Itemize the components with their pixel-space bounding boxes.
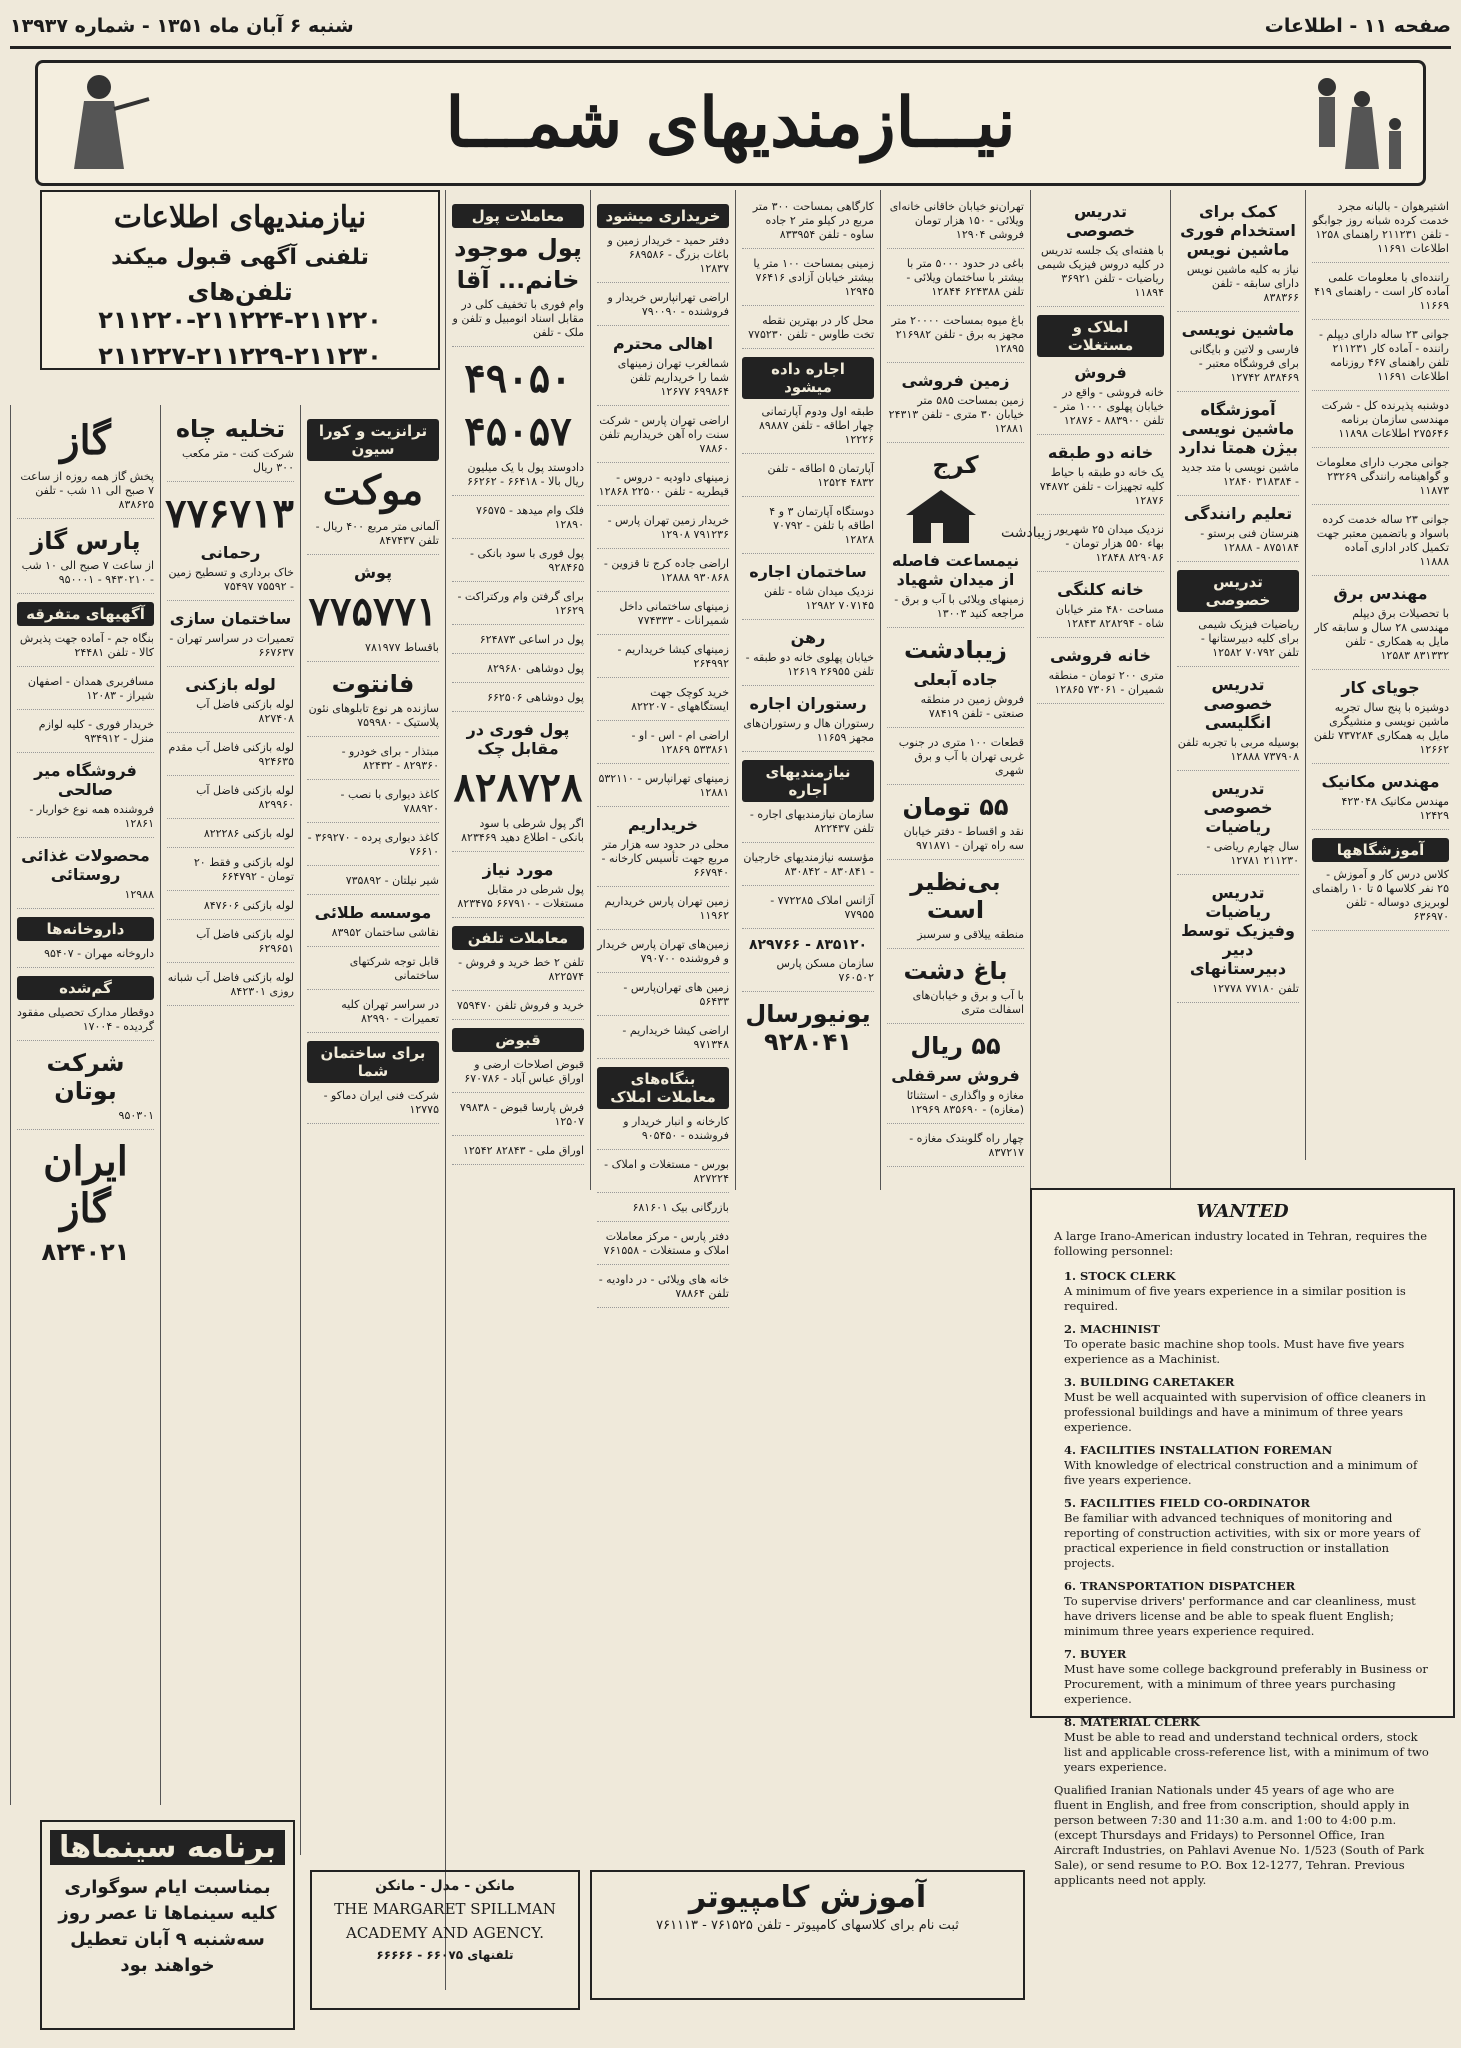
ad-item: محل کار در بهترین نقطه تخت طاوس - تلفن ۷۷۵۲۳۰ — [742, 314, 874, 349]
cinema-body: بمناسبت ایام سوگواری کلیه سینماها تا عصر روز سه‌شنبه ۹ آبان تعطیل خواهند بود — [58, 1877, 277, 1976]
ad-item: داروخانه مهران - ۹۵۴۰۷ — [17, 947, 154, 968]
ad-item: کلاس درس کار و آموزش - ۲۵ نفر کلاسها ۵ تا ۱۰ راهنمای لوبریزی دوساله - تلفن ۶۳۶۹۷۰ — [1312, 868, 1449, 931]
ad-item: لوله بازکنی ۸۲۲۲۸۶ — [167, 827, 294, 848]
ad-item: زمینهای کیشا خریداریم - ۲۶۴۹۹۲ — [597, 643, 729, 678]
ad-item: اشتیرهوان - بالبانه مجرد خدمت کرده شبانه روز جوابگو - تلفن ۲۱۱۲۳۱ راهنمای ۱۲۵۸ اطلاعات ۱۱۶۹۱ — [1312, 200, 1449, 263]
section-heading: گم‌شده — [17, 976, 154, 1000]
phone-number: ۸۲۴۰۲۱ — [41, 1238, 130, 1266]
ad-item: پول فوری با سود بانکی - ۹۲۸۴۶۵ — [452, 547, 584, 582]
ad-heading: خانه کلنگی — [1057, 580, 1144, 599]
ad-item: وام فوری با تخفیف کلی در مقابل اسناد انومبیل و تلفن و ملک - تلفن — [452, 298, 584, 347]
position-title: 2. MACHINIST — [1064, 1322, 1160, 1336]
wanted-position — [1064, 1269, 1431, 1314]
ad-heading: ماشین نویسی — [1181, 320, 1295, 339]
ad-heading: پوش — [353, 563, 393, 582]
ad-item: قابل توجه شرکتهای ساختمانی — [307, 955, 439, 990]
ad-item: نزدیک میدان ۲۵ شهریور بهاء ۵۵۰ هزار تومان - ۸۲۹۰۸۶ ۱۲۸۴۸ — [1037, 523, 1164, 572]
ad-item: اگر پول شرطی با سود بانکی - اطلاع دهید ۸۲۳۴۶۹ — [452, 817, 584, 852]
ad-item: زمینهای ویلائی با آب و برق - مراجعه کنید ۱۳۰۰۳ — [887, 593, 1024, 628]
box-phones-2: ۲۱۱۲۲۷-۲۱۱۲۲۹-۲۱۱۲۳۰ — [98, 342, 382, 370]
banner-title: نیـــازمندیهای شمـــا — [445, 83, 1016, 163]
ad-item: دوستگاه آپارتمان ۳ و ۴ اطاقه با تلفن - ۷۰۷۹۲ ۱۲۸۲۸ — [742, 505, 874, 554]
ad-item: بازرگانی بیک ۶۸۱۶۰۱ — [597, 1201, 729, 1222]
ad-item: آلمانی متر مربع ۴۰۰ ریال - تلفن ۸۴۷۴۳۷ — [307, 520, 439, 555]
phone-number: ۴۵۰۵۷ — [464, 408, 572, 455]
ad-heading: نیمساعت فاصله از میدان شهیاد — [891, 551, 1020, 589]
ad-item: ۹۵۰۳۰۱ — [17, 1109, 154, 1130]
ad-heading: پول فوری در مقابل چک — [466, 720, 570, 758]
ad-item: مسافربری همدان - اصفهان شیراز - ۱۲۰۸۳ — [17, 675, 154, 710]
ad-heading: کمک برای استخدام فوری ماشین نویس — [1180, 202, 1296, 259]
position-body: Must have some college background preferably in Business or Procurement, with a minimum of three years purchasing experience. — [1064, 1662, 1428, 1706]
page-number-label: صفحه ۱۱ - اطلاعات — [1264, 15, 1451, 37]
ad-item: قبوض اصلاحات ارضی و اوراق عباس آباد - ۶۷۰۷۸۶ — [452, 1058, 584, 1093]
ad-heading: تدریس ریاضیات وفیزیک توسط دبیر دبیرستانهای — [1181, 883, 1295, 978]
ad-heading: رهن — [790, 628, 826, 647]
section-heading: تدریس خصوصی — [1177, 570, 1299, 612]
ad-heading: پول موجود — [454, 234, 582, 262]
wanted-position — [1064, 1375, 1431, 1435]
section-heading: برای ساختمان شما — [307, 1041, 439, 1083]
column-1 — [1305, 190, 1455, 1160]
ad-item: طبقه اول ودوم آپارتمانی چهار اطاقه - تلفن ۸۹۸۸۷ ۱۲۲۲۶ — [742, 405, 874, 454]
ad-item: اوراق ملی - ۸۲۸۴۳ ۱۲۵۴۲ — [452, 1144, 584, 1165]
ad-item: تلفن ۷۷۱۸۰ ۱۲۷۷۸ — [1177, 982, 1299, 1003]
ad-item: اراضی تهران پارس - شرکت سنت راه آهن خریداریم تلفن ۷۸۸۶۰ — [597, 414, 729, 463]
spillman-fa-title: مانکن - مدل - مانکن — [375, 1878, 515, 1894]
ad-heading: گاز — [60, 417, 111, 464]
ad-heading: شرکت بوتان — [46, 1049, 125, 1105]
ad-item: کاغذ دیواری پرده - ۳۶۹۲۷۰ - ۷۶۶۱۰ — [307, 831, 439, 866]
ad-item: دفتر حمید - خریدار زمین و باغات بزرگ - ۶۸۹۵۸۶ ۱۲۸۳۷ — [597, 234, 729, 283]
ad-heading: جویای کار — [1341, 678, 1420, 697]
ad-heading: مورد نیاز — [482, 860, 554, 879]
phone-number: ۴۹۰۵۰ — [464, 355, 572, 402]
ad-item: جوانی ۲۳ ساله دارای دیپلم - راننده - آماده کار ۲۱۱۲۳۱ تلفن راهنمای ۴۶۷ روزنامه اطلاعات ۱۱۶۹۱ — [1312, 328, 1449, 391]
position-body: A minimum of five years experience in a similar position is required. — [1064, 1284, 1406, 1313]
computer-ad-title: آموزش کامپیوتر — [688, 1880, 927, 1915]
position-title: 5. FACILITIES FIELD CO-ORDINATOR — [1064, 1496, 1311, 1510]
ad-item: دوقطار مدارک تحصیلی مفقود گردیده - ۱۷۰۰۴ — [17, 1006, 154, 1041]
ad-item: شمالغرب تهران زمینهای شما را خریداریم تلفن ۶۹۹۸۶۴ ۱۲۶۷۷ — [597, 357, 729, 406]
ad-heading: خانه فروشی — [1049, 646, 1152, 665]
column-6 — [590, 190, 735, 1300]
position-body: With knowledge of electrical construction and a minimum of five years experience. — [1064, 1458, 1418, 1487]
ad-item: لوله بازکنی ۸۴۷۶۰۶ — [167, 899, 294, 920]
computer-ad-body: ثبت نام برای کلاسهای کامپیوتر - تلفن ۷۶۱۵۲۵ - ۷۶۱۱۱۳ — [656, 1918, 959, 1933]
ad-heading: کرج — [932, 451, 979, 479]
column-2 — [1170, 190, 1305, 1190]
wanted-footer: Qualified Iranian Nationals under 45 years of age who are fluent in English, and free from conscription, should apply in person between 7:30 and 11:30 a.m. and 1:00 to 4:00 p.m. (except Thursdays and Fridays) to Personnel Office, Iran Aircraft Industries, on Pahlavi Avenue No. 1/523 (South of Park Sale), or send resume to P.O. Box 12-1277, Tehran. Previous applicants need not apply. — [1054, 1783, 1425, 1887]
cinema-notice — [40, 1820, 295, 2030]
wanted-title: WANTED — [1196, 1201, 1289, 1222]
ad-item: آژانس املاک ۷۷۲۲۸۵ - ۷۷۹۵۵ — [742, 894, 874, 929]
ad-item: لوله بازکنی و فقط ۲۰ تومان - ۶۶۴۷۹۲ — [167, 856, 294, 891]
ad-item: تهران‌نو خیابان خاقانی خانه‌ای ویلائی - ۱۵۰ هزار تومان فروشی ۱۲۹۰۴ — [887, 200, 1024, 249]
spillman-academy-ad — [310, 1870, 580, 2010]
ad-item: تعمیرات در سراسر تهران - ۶۶۷۶۳۷ — [167, 632, 294, 667]
section-heading: اجاره داده میشود — [742, 357, 874, 399]
ad-item: اراضی کیشا خریداریم - ۹۷۱۳۴۸ — [597, 1024, 729, 1059]
ad-heading: زیبادشت — [904, 636, 1007, 664]
ad-heading: فروشگاه میر صالحی — [34, 761, 137, 799]
ad-item: لوله بازکنی فاضل آب مقدم ۹۲۴۶۳۵ — [167, 741, 294, 776]
position-title: 8. MATERIAL CLERK — [1064, 1715, 1200, 1729]
ad-item: باغی در حدود ۵۰۰۰ متر با بیشتر با ساختمان ویلائی - تلفن ۶۲۴۳۸۸ ۱۲۸۴۴ — [887, 257, 1024, 306]
ad-item: مغازه و واگذاری - استثنائا (مغازه) - ۸۳۵۶۹۰ ۱۲۹۶۹ — [887, 1089, 1024, 1124]
spillman-en-line-1: THE MARGARET SPILLMAN — [334, 1900, 556, 1918]
section-heading: معاملات تلفن — [452, 926, 584, 950]
ad-heading: موکت — [322, 467, 424, 514]
ad-item: نزدیک میدان شاه - تلفن ۷۰۷۱۴۵ ۱۲۹۸۲ — [742, 585, 874, 620]
ad-heading: ایران گاز — [43, 1138, 128, 1232]
section-banner — [35, 60, 1426, 186]
ad-item: خرید و فروش تلفن ۷۵۹۴۷۰ — [452, 999, 584, 1020]
wanted-english-ad — [1030, 1188, 1455, 1887]
ad-item: خاک برداری و تسطیح زمین - ۷۵۵۹۲ ۷۵۴۹۷ — [167, 566, 294, 601]
ad-item: کاغذ دیواری با نصب - ۷۸۸۹۲۰ — [307, 788, 439, 823]
house-logo-icon — [901, 485, 1052, 545]
wanted-position — [1064, 1647, 1431, 1707]
ad-item: زمین تهران پارس خریداریم ۱۱۹۶۲ — [597, 895, 729, 930]
ad-item: دفتر پارس - مرکز معاملات املاک و مستغلات - ۷۶۱۵۵۸ — [597, 1230, 729, 1265]
phone-number: ۷۷۶۷۱۳ — [165, 490, 294, 537]
ad-heading: خانم... آقا — [456, 266, 580, 294]
ad-item: با آب و برق و خیابان‌های اسفالت متری — [887, 989, 1024, 1024]
ad-item: مبتذار - برای خودرو - ۸۲۹۳۶۰ - ۸۲۴۳۲ — [307, 745, 439, 780]
position-title: 4. FACILITIES INSTALLATION FOREMAN — [1064, 1443, 1333, 1457]
spillman-phone: تلفنهای ۶۶۰۷۵ - ۶۶۶۶۶ — [376, 1948, 514, 1962]
ad-item: راننده‌ای با معلومات علمی آماده کار است - راهنمای ۴۱۹ ۱۱۶۶۹ — [1312, 271, 1449, 320]
box-subtitle: تلفنی آگهی قبول میکند — [111, 245, 369, 270]
ad-item: خانه های ویلائی - در داودیه - تلفن ۷۸۸۶۴ — [597, 1273, 729, 1308]
ad-item: زمینهای ساختمانی داخل شمیرانات - ۷۷۴۳۳۳ — [597, 600, 729, 635]
section-heading: ترانزیت و کورا سیون — [307, 419, 439, 461]
ad-item: بوسیله مربی با تجربه تلفن ۷۳۷۹۰۸ ۱۲۸۸۸ — [1177, 736, 1299, 771]
ad-item: خریدار فوری - کلیه لوازم منزل - ۹۳۴۹۱۲ — [17, 718, 154, 753]
ad-item: ۱۲۹۸۸ — [17, 888, 154, 909]
ad-heading: موسسه طلائی — [314, 903, 432, 922]
ad-heading: محصولات غذائی روستائی — [21, 846, 150, 884]
section-heading: قبوض — [452, 1028, 584, 1052]
ad-heading: مهندس برق — [1333, 584, 1428, 603]
ad-item: مهندس مکانیک ۴۲۳۰۴۸ ۱۲۴۲۹ — [1312, 795, 1449, 830]
ad-item: اراضی تهرانپارس خریدار و فروشنده - ۷۹۰۰۹۰ — [597, 291, 729, 326]
ad-item: باغ میوه بمساحت ۲۰۰۰۰ متر مجهز به برق - تلفن ۲۱۶۹۸۲ ۱۲۸۹۵ — [887, 314, 1024, 363]
section-heading: آموزشگاهها — [1312, 838, 1449, 862]
ad-item: آپارتمان ۵ اطاقه - تلفن ۴۸۳۲ ۱۲۵۲۴ — [742, 462, 874, 497]
ad-heading: پارس گاز — [30, 527, 141, 555]
position-title: 1. STOCK CLERK — [1064, 1269, 1176, 1283]
ad-item: جوانی مجرب دارای معلومات و گواهینامه رانندگی ۲۳۲۶۹ ۱۱۸۷۳ — [1312, 456, 1449, 505]
ad-item: ماشین نویسی با متد جدید - ۳۱۸۳۸۴ ۱۲۸۴۰ — [1177, 461, 1299, 496]
ad-item: رستوران هال و رستوران‌های مجهز ۱۱۶۵۹ — [742, 717, 874, 752]
ad-heading: تدریس خصوصی — [1066, 202, 1135, 240]
ad-item: دوشنبه پذیرنده کل - شرکت مهندسی سازمان برنامه ۲۷۵۶۴۶ اطلاعات ۱۱۸۹۸ — [1312, 399, 1449, 448]
position-body: Must be well acquainted with supervision of office cleaners in professional buildings and have a minimum of three years experience. — [1064, 1390, 1426, 1434]
ad-item: فروشنده همه نوع خواربار - ۱۲۸۶۱ — [17, 803, 154, 838]
ad-item: با تحصیلات برق دیپلم مهندسی ۲۸ سال و سابقه کار مایل به همکاری - تلفن ۸۳۱۳۳۲ ۱۲۵۸۳ — [1312, 607, 1449, 670]
section-heading: املاک و مستغلات — [1037, 315, 1164, 357]
position-title: 7. BUYER — [1064, 1647, 1127, 1661]
section-heading: آگهیهای متفرقه — [17, 602, 154, 626]
ad-heading: تدریس خصوصی ریاضیات — [1203, 779, 1273, 836]
box-title: نیازمندیهای اطلاعات — [113, 200, 367, 235]
ad-heading: رستوران اجاره — [749, 694, 867, 713]
ad-item: فارسی و لاتین و بایگانی برای فروشگاه معتبر - ۸۳۸۴۶۹ ۱۲۷۴۲ — [1177, 343, 1299, 392]
ad-item: پخش گاز همه روزه از ساعت ۷ صبح الی ۱۱ شب - تلفن ۸۳۸۶۲۵ — [17, 470, 154, 519]
woman-figure-illustration — [44, 69, 164, 177]
ad-item: با هفته‌ای یک جلسه تدریس در کلیه دروس فیزیک شیمی ریاضیات - تلفن ۳۶۹۲۱ ۱۱۸۹۴ — [1037, 244, 1164, 307]
column-10 — [10, 405, 160, 1805]
ad-item: نقاشی ساختمان ۸۳۹۵۲ — [307, 926, 439, 947]
ad-item: باقساط ۷۸۱۹۷۷ — [307, 641, 439, 662]
issue-date-label: شنبه ۶ آبان ماه ۱۳۵۱ - شماره ۱۳۹۳۷ — [10, 15, 354, 37]
cinema-title: برنامه سینماها — [50, 1830, 285, 1865]
section-heading: معاملات پول — [452, 204, 584, 228]
ad-heading: ساختمان سازی — [169, 609, 292, 628]
column-7 — [445, 190, 590, 1990]
ad-item: بنگاه جم - آماده جهت پذیرش کالا - تلفن ۲۴۴۸۱ — [17, 632, 154, 667]
wanted-position — [1064, 1496, 1431, 1571]
family-figures-illustration — [1297, 69, 1417, 177]
ad-heading: خانه دو طبقه — [1047, 443, 1154, 462]
column-3 — [1030, 190, 1170, 1190]
ad-item: سازنده هر نوع تابلوهای نئون پلاستیک - ۷۵۹۹۸۰ — [307, 702, 439, 737]
ad-item: دادوستد پول با یک میلیون ریال بالا - ۶۶۴۱۸ - ۶۶۲۶۲ — [452, 461, 584, 496]
ad-heading: تعلیم رانندگی — [1183, 504, 1293, 523]
wanted-positions-list — [1054, 1269, 1431, 1775]
ad-heading: جاده آبعلی — [913, 670, 998, 689]
ad-item: برای گرفتن وام ورکتراکت - ۱۲۶۲۹ — [452, 590, 584, 625]
ad-item: مساحت ۴۸۰ متر خیابان شاه - ۸۲۸۲۹۴ ۱۲۸۴۳ — [1037, 603, 1164, 638]
ad-heading: آموزشگاه ماشین نویسی بیژن همتا ندارد — [1178, 400, 1298, 457]
position-body: To supervise drivers' performance and car cleanliness, must have drivers license and be able to speak fluent English; minimum three years experience required. — [1064, 1594, 1416, 1638]
ad-item: لوله بازکنی فاضل آب ۸۲۷۴۰۸ — [167, 698, 294, 733]
column-4 — [880, 190, 1052, 1190]
ad-item: فرش پارسا قبوض - ۷۹۸۳۸ ۱۲۵۰۷ — [452, 1101, 584, 1136]
ad-item: ریاضیات فیزیک شیمی برای کلیه دبیرستانها - تلفن ۷۰۷۹۲ ۱۲۵۸۲ — [1177, 618, 1299, 667]
ad-item: تلفن ۲ خط خرید و فروش - ۸۲۲۵۷۴ — [452, 956, 584, 991]
ad-item: زمین‌های تهران پارس خریدار و فروشنده ۷۹۰۷۰۰ — [597, 938, 729, 973]
ad-heading: زمین فروشی — [901, 371, 1010, 390]
ettelaat-classifieds-box — [40, 190, 440, 370]
ad-item: خریدار زمین تهران پارس - ۷۹۱۲۳۶ ۱۲۹۰۸ — [597, 514, 729, 549]
ad-heading: لوله بازکنی — [185, 675, 276, 694]
ad-heading: تخلیه چاه — [175, 415, 286, 443]
ad-item: زمین بمساحت ۵۸۵ متر خیابان ۳۰ متری - تلفن ۲۴۳۱۳ ۱۲۸۸۱ — [887, 394, 1024, 443]
ad-item: دوشیزه با پنج سال تجربه ماشین نویسی و منشیگری مایل به همکاری ۷۳۷۲۸۴ تلفن ۱۲۶۶۲ — [1312, 701, 1449, 764]
logo-text: زیبادشت — [1000, 525, 1052, 541]
ad-item: نقد و اقساط - دفتر خیابان سه راه تهران - ۹۷۱۸۷۱ — [887, 825, 1024, 860]
ad-item: سازمان نیازمندیهای اجاره - تلفن ۸۲۲۴۳۷ — [742, 808, 874, 843]
ad-item: پول دوشاهی ۸۲۹۶۸۰ — [452, 662, 584, 683]
phone-number: ۷۷۵۷۷۱ — [308, 588, 438, 635]
ad-item: بورس - مستغلات و املاک - ۸۲۷۲۲۴ — [597, 1158, 729, 1193]
price-label: ۵۵ تومان — [902, 793, 1009, 821]
ad-heading: ساختمان اجاره — [749, 562, 867, 581]
phone-number: ۸۲۸۷۲۸ — [453, 764, 583, 811]
ad-heading: فانتوت — [331, 670, 415, 698]
ad-item: هنرستان فنی برستو - ۸۷۵۱۸۴ - ۱۲۸۸۸ — [1177, 527, 1299, 562]
ad-item: سازمان مسکن پارس ۷۶۰۵۰۲ — [742, 957, 874, 992]
ad-item: یک خانه دو طبقه با حیاط کلیه تجهیزات - تلفن ۷۴۸۷۲ ۱۲۸۷۶ — [1037, 466, 1164, 515]
ad-item: منطقه ییلاقی و سرسبز — [887, 928, 1024, 949]
ad-item: فروش زمین در منطقه صنعتی - تلفن ۷۸۴۱۹ — [887, 693, 1024, 728]
wanted-position — [1064, 1715, 1431, 1775]
ad-item: زمینهای داودیه - دروس - قیطریه - تلفن ۲۲۵۰۰ ۱۲۸۶۸ — [597, 471, 729, 506]
ad-item: در سراسر تهران کلیه تعمیرات - ۸۲۹۹۰ — [307, 998, 439, 1033]
ad-item: جوانی ۲۳ ساله خدمت کرده باسواد و باتضمین معتبر جهت تکمیل کادر اداری آماده ۱۱۸۸۸ — [1312, 513, 1449, 576]
ad-item: شرکت فنی ایران دماکو - ۱۲۷۷۵ — [307, 1089, 439, 1124]
ad-item: کارگاهی بمساحت ۳۰۰ متر مربع در کیلو متر ۲ جاده ساوه - تلفن ۸۳۳۹۵۴ — [742, 200, 874, 249]
price-label: ۵۵ ریال — [910, 1032, 1001, 1060]
ad-item: پول شرطی در مقابل مستغلات - ۶۶۷۹۱۰ ۸۲۳۴۷۵ — [452, 883, 584, 918]
ad-item: پول دوشاهی ۶۶۲۵۰۶ — [452, 691, 584, 712]
ad-item: زمینی بمساحت ۱۰۰ متر یا بیشتر خیابان آزادی ۷۶۴۱۶ ۱۲۹۴۵ — [742, 257, 874, 306]
page-header — [10, 6, 1451, 49]
section-heading: داروخانه‌ها — [17, 917, 154, 941]
ad-item: سال چهارم ریاضی - ۲۱۱۲۳۰ ۱۲۷۸۱ — [1177, 840, 1299, 875]
ad-item: پول در اساعی ۶۲۴۸۷۳ — [452, 633, 584, 654]
computer-training-ad — [590, 1870, 1025, 2000]
ad-item: لوله بازکنی فاضل آب ۶۲۹۶۵۱ — [167, 928, 294, 963]
ad-item: اراضی ام - اس - او - ۵۳۳۸۶۱ ۱۲۸۶۹ — [597, 729, 729, 764]
ad-heading: تدریس خصوصی انگلیسی — [1203, 675, 1273, 732]
position-body: Be familiar with advanced techniques of monitoring and reporting of construction activities, with six or more years of practical experience in field construction or installation projects. — [1064, 1511, 1420, 1570]
ad-item: مؤسسه نیازمندیهای خارجیان - ۸۳۰۸۴۱ - ۸۳۰۸۴۲ — [742, 851, 874, 886]
ad-heading: باغ دشت — [903, 957, 1008, 985]
ad-item: متری ۲۰۰ تومان - منطقه شمیران - ۷۳۰۶۱ ۱۲۸۶۵ — [1037, 669, 1164, 704]
box-phones-1: تلفن‌های ۲۱۱۲۲۰-۲۱۱۲۲۴-۲۱۱۲۲۰ — [98, 278, 382, 334]
ad-item: لوله بازکنی فاضل آب شبانه روزی ۸۴۲۳۰۱ — [167, 971, 294, 1006]
ad-item: از ساعت ۷ صبح الی ۱۰ شب - ۹۴۳۰۲۱۰ - ۹۵۰۰۰۱ — [17, 559, 154, 594]
ad-heading: یونیورسال ۹۲۸۰۴۱ — [745, 1000, 871, 1056]
ad-item: قطعات ۱۰۰ متری در جنوب غربی تهران با آب و برق شهری — [887, 736, 1024, 785]
ad-item: شرکت کنت - متر مکعب ۳۰۰ ریال — [167, 447, 294, 482]
wanted-position — [1064, 1322, 1431, 1367]
ad-heading: اهالی محترم — [613, 334, 713, 353]
ad-heading: رحمانی — [200, 543, 261, 562]
wanted-position — [1064, 1443, 1431, 1488]
ad-item: اراضی جاده کرج تا قزوین - ۹۳۰۸۶۸ ۱۲۸۸۸ — [597, 557, 729, 592]
position-title: 3. BUILDING CARETAKER — [1064, 1375, 1235, 1389]
column-9 — [160, 405, 300, 1805]
ad-item: زمین های تهران‌پارس - ۵۶۴۳۳ — [597, 981, 729, 1016]
position-body: Must be able to read and understand technical orders, stock list and applicable cross-reference list, with a minimum of two years experience. — [1064, 1730, 1429, 1774]
ad-heading: بی‌نظیر است — [910, 868, 1001, 924]
wanted-intro: A large Irano-American industry located in Tehran, requires the following personnel: — [1054, 1229, 1428, 1258]
spillman-en-line-2: ACADEMY AND AGENCY. — [345, 1924, 544, 1942]
section-heading: خریداری میشود — [597, 204, 729, 228]
section-heading: نیازمندیهای اجاره — [742, 760, 874, 802]
column-5 — [735, 190, 880, 1190]
ad-item: شیر نیلتان - ۷۳۵۸۹۲ — [307, 874, 439, 895]
ad-heading: خریداریم — [628, 815, 698, 834]
ad-item: کارخانه و انبار خریدار و فروشنده - ۹۰۵۴۵۰ — [597, 1115, 729, 1150]
ad-item: لوله بازکنی فاضل آب ۸۲۹۹۶۰ — [167, 784, 294, 819]
ad-item: فلک وام میدهد - ۷۶۵۷۵ ۱۲۸۹۰ — [452, 504, 584, 539]
ad-item: خانه فروشی - واقع در خیابان پهلوی ۱۰۰۰ متر - تلفن ۸۸۳۹۰۰ - ۱۲۸۷۶ — [1037, 386, 1164, 435]
ad-heading: فروش — [1074, 363, 1127, 382]
ad-item: چهار راه گلوبندک مغازه - ۸۳۷۲۱۷ — [887, 1132, 1024, 1167]
ad-item: خیابان پهلوی خانه دو طبقه - تلفن ۲۶۹۵۵ ۱۲۶۱۹ — [742, 651, 874, 686]
position-title: 6. TRANSPORTATION DISPATCHER — [1064, 1579, 1296, 1593]
phone-number: ۸۳۵۱۲۰ - ۸۲۹۷۶۶ — [748, 937, 868, 953]
ad-heading: فروش سرقفلی — [891, 1066, 1020, 1085]
ad-item: محلی در حدود سه هزار متر مربع جهت تأسیس کارخانه - ۶۶۷۹۴۰ — [597, 838, 729, 887]
ad-heading: مهندس مکانیک — [1321, 772, 1440, 791]
position-body: To operate basic machine shop tools. Must have five years experience as a Machinist. — [1064, 1337, 1405, 1366]
wanted-position — [1064, 1579, 1431, 1639]
ad-item: نیاز به کلیه ماشین نویس دارای سابقه - تلفن ۸۳۸۳۶۶ — [1177, 263, 1299, 312]
ad-item: زمینهای تهرانپارس - ۵۳۲۱۱۰ ۱۲۸۸۱ — [597, 772, 729, 807]
section-heading: بنگاه‌های معاملات املاک — [597, 1067, 729, 1109]
ad-item: خرید کوچک جهت ایستگاههای - ۸۲۲۲۰۷ — [597, 686, 729, 721]
column-8 — [300, 405, 445, 1855]
